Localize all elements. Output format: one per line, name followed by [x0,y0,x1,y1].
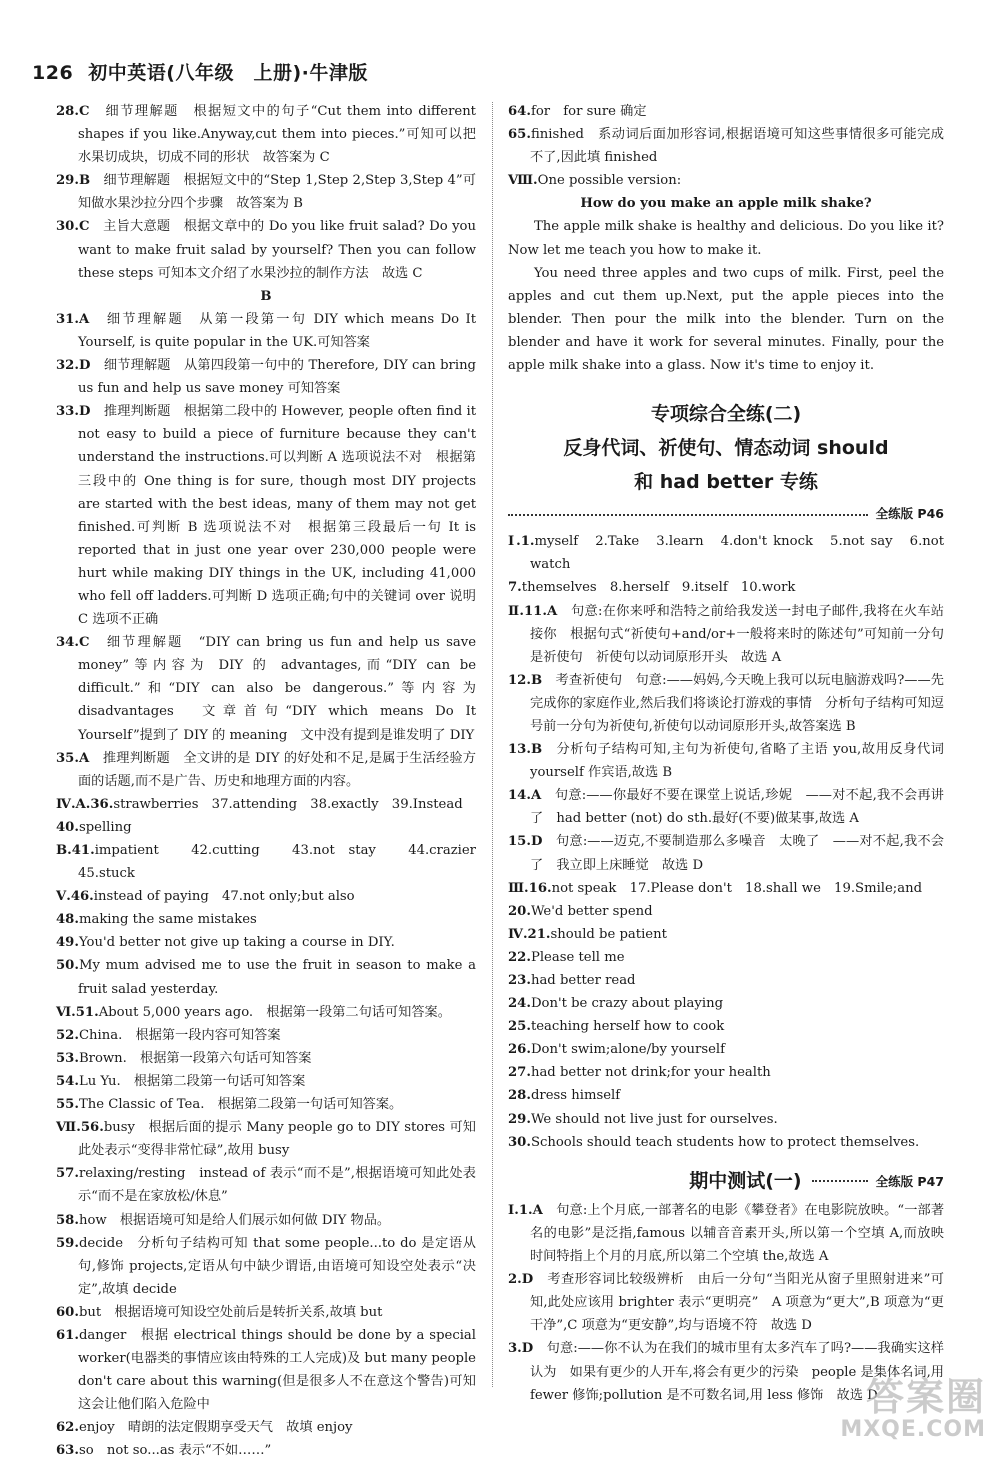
answer-number: 30. [508,1134,531,1150]
answer-number: 52. [56,1027,79,1043]
answer-text: so not so...as 表示“不如……” [78,1443,272,1459]
answer-number: 31.A [56,311,90,327]
answer-entry [508,600,944,669]
answer-entry [508,1268,944,1337]
answer-text: but 根据语境可知设空处前后是转折关系,故填 but [78,1304,383,1320]
section-ref-line [508,502,944,525]
dotted-leader [508,513,868,516]
answer-text: We'd better spend [530,903,653,919]
answer-number: 59. [56,1235,79,1251]
answer-entry [56,1324,476,1416]
answer-entry [508,830,944,876]
answer-text: Don't swim;alone/by yourself [530,1042,725,1058]
answer-entry [508,1015,944,1038]
answer-entry [56,1047,476,1070]
answer-entry [56,1232,476,1301]
answer-entry [508,1108,944,1131]
answer-entry [56,747,476,793]
answer-entry [508,1131,944,1154]
answer-entry [56,1093,476,1116]
answer-entry [56,1162,476,1208]
answer-number: 25. [508,1019,531,1035]
answer-number: 40. [56,819,79,835]
answer-text: how 根据语境可知是给人们展示如何做 DIY 物品。 [78,1212,391,1228]
answer-entry [56,400,476,631]
watermark-url: MXQE.COM [840,1417,986,1442]
answer-number: 62. [56,1420,79,1436]
answer-text: One possible version: [537,173,682,189]
answer-text: About 5,000 years ago. 根据第一段第二句话可知答案。 [98,1004,451,1020]
answer-text: dress himself [530,1088,621,1104]
answer-number: 33.D [56,404,91,420]
answer-text: busy 根据后面的提示 Many people go to DIY stores 可知此处表示“变得非常忙碌”,故用 busy [78,1120,476,1159]
answer-text: for for sure 确定 [530,104,647,119]
answer-text: had better read [530,973,636,988]
left-column [56,100,490,1463]
answer-text: 推理判断题 全文讲的是 DIY 的好处和不足,是属于生活经验方面的话题,而不是广告、历史和地理方面的内容。 [78,750,476,789]
part-label: B [260,288,272,304]
answer-entry [56,885,476,908]
answer-text: My mum advised me to use the fruit in season to make a fruit salad yesterday. [78,958,476,997]
section2-answers [508,530,944,1154]
dotted-leader [812,1180,868,1182]
answer-number: Ⅰ.1.A [508,1202,543,1218]
answer-entry [56,816,476,839]
answer-number: 12.B [508,672,543,688]
answer-entry [508,123,944,169]
answer-entry [508,100,944,123]
answer-number: 22. [508,949,531,965]
answer-text: 推理判断题 根据第二段中的 However, people often find it not easy to build a piece of furniture because they can't understand the instructions.可以判断 A 选项说法不对 根据第三段中的 One thing is for sure, though most DIY projects are started with the best ideas, many of them may not get finished.可判断 B 选项说法不对 根据第三段最后一句 It is reported that in just one year over 230,000 people were hurt while making DIY things in the UK, including 41,000 who fell off ladders.可判断 D 选项正确;句中的关键词 over 说明 C 选项不正确 [78,404,476,628]
answer-entry [508,969,944,992]
answer-number: 30.C [56,219,90,235]
essay-paragraph: The apple milk shake is healthy and delicious. Do you like it? Now let me teach you how to make it. [508,219,944,258]
answer-entry [508,1061,944,1084]
answer-text: instead of paying 47.not only;but also [93,889,355,905]
answer-number: Ⅶ.56. [56,1120,104,1136]
answer-entry [508,992,944,1015]
answer-number: 32.D [56,358,91,374]
answer-entry [508,169,944,192]
answer-text: finished 系动词后面加形容词,根据语境可知这些事情很多可能完成不了,因此填 finished [530,127,944,166]
answer-number: 57. [56,1166,79,1182]
answer-text: 分析句子结构可知,主句为祈使句,省略了主语 you,故用反身代词 yourself 作宾语,故选 B [530,742,944,781]
answer-number: B.41. [56,843,95,858]
answer-number: 34.C [56,635,90,651]
answer-entry [508,923,944,946]
answer-text: danger 根据 electrical things should be done by a special worker(电器类的事情应该由特殊的工人完成)及 but many people don't care about this warning(但是很多人不在意这个警告)可知这会让他们陷入危险中 [78,1327,476,1413]
page-number: 126 [32,62,74,84]
answer-entry [508,738,944,784]
answer-text: 句意:上个月底,一部著名的电影《攀登者》在电影院放映。“一部著名的电影”是泛指,famous 以辅音音素开头,所以第一个空填 A,而放映时间特指上个月的月底,所以第二个空填 the,故选 A [530,1202,945,1265]
answer-entry [508,669,944,738]
essay-body [508,215,944,377]
answer-entry [508,530,944,576]
answer-text: We should not live just for ourselves. [530,1111,778,1127]
answer-text: impatient 42.cutting 43.not stay 44.crazier 45.stuck [78,843,490,882]
book-title: 初中英语(八年级 上册)·牛津版 [88,62,368,84]
answer-text: Brown. 根据第一段第六句话可知答案 [78,1050,312,1066]
answer-entry [56,354,476,400]
answer-number: 2.D [508,1272,534,1288]
answer-text: Don't be crazy about playing [530,996,724,1012]
answer-number: 53. [56,1050,79,1066]
answer-number: Ⅲ.16. [508,880,552,896]
answer-number: 61. [56,1327,79,1343]
answer-entry [508,1199,944,1268]
answer-number: 23. [508,973,531,988]
answer-text: 细节理解题 根据短文中的句子“Cut them into different shapes if you like.Anyway,cut them into pieces.”可知可以把水果切成块，切成不同的形状 故答案为 C [78,104,476,166]
answer-entry [508,877,944,900]
answer-number: Ⅷ. [508,173,538,189]
answer-number: 15.D [508,834,543,850]
answer-text: You'd better not give up taking a course in DIY. [78,935,395,951]
answer-text: 细节理解题 根据短文中的“Step 1,Step 2,Step 3,Step 4”可知做水果沙拉分四个步骤 故答案为 B [78,173,476,212]
right-column [508,100,944,1407]
answer-number: 14.A [508,788,542,804]
answer-entry [56,1209,476,1232]
answer-number: 64. [508,104,531,119]
answer-number: 29.B [56,173,91,189]
answer-entry [56,169,476,215]
section-ref: 全练版 P46 [875,506,944,522]
midterm-ref: 全练版 P47 [875,1173,944,1189]
answer-entry [56,1439,476,1462]
answer-text: making the same mistakes [78,912,257,928]
answer-text: 句意:——迈克,不要制造那么多噪音 太晚了 ——对不起,我不会了 我立即上床睡觉 故选 D [530,834,944,873]
essay-title: How do you make an apple milk shake? [580,196,872,212]
answer-number: 29. [508,1111,531,1127]
section-title-3: 和 had better 专练 [634,471,818,494]
answer-entry [56,308,476,354]
answer-number: 7. [508,580,522,596]
answer-entry [508,576,944,599]
answer-entry [56,1416,476,1439]
answers-continued [508,100,944,192]
page-header [32,58,368,85]
answer-number: Ⅴ.46. [56,889,94,905]
answer-text: 主旨大意题 根据文章中的 Do you like fruit salad? Do you want to make fruit salad by yourself? Then you can follow these steps 可知本文介绍了水果沙拉的制作方法 故选 C [78,219,476,281]
answer-number: Ⅳ.21. [508,926,551,942]
answer-entry [56,1116,476,1162]
answer-entry [56,1024,476,1047]
answer-entry [56,908,476,931]
answer-text: themselves 8.herself 9.itself 10.work [521,580,796,596]
answer-number: 27. [508,1065,531,1081]
answer-text: not speak 17.Please don't 18.shall we 19.Smile;and [551,880,923,896]
answer-number: 55. [56,1097,79,1113]
answer-text: Schools should teach students how to protect themselves. [530,1134,920,1150]
answer-number: 13.B [508,742,543,758]
answer-number: Ⅵ.51. [56,1004,99,1020]
answer-entry [56,1070,476,1093]
answer-number: Ⅳ.A.36. [56,796,114,812]
answer-text: teaching herself how to cook [530,1019,725,1035]
answer-entry [56,1001,476,1024]
answer-entry [56,954,476,1000]
answer-number: 54. [56,1073,79,1089]
answer-number: Ⅱ.11.A [508,603,558,619]
answer-entry [508,1084,944,1107]
answer-number: Ⅰ.1. [508,534,535,550]
midterm-heading [508,1170,944,1193]
answer-text: Lu Yu. 根据第二段第一句话可知答案 [78,1073,306,1089]
midterm-title: 期中测试(一) [689,1169,802,1192]
answer-number: 58. [56,1212,79,1228]
answer-number: 3.D [508,1341,534,1357]
answer-entry [56,1301,476,1324]
answer-text: Please tell me [530,949,625,965]
answer-text: 细节理解题 “DIY can bring us fun and help us save money”等内容为 DIY 的 advantages,而“DIY can be difficult.”和“DIY can also be dangerous.”等内容为 disadvantages 文章首句“DIY which means Do It Yourself”提到了 DIY 的 meaning 文中没有提到是谁发明了 DIY [78,635,476,743]
answer-text: 句意:——你不认为在我们的城市里有太多汽车了吗?——我确实这样认为 如果有更少的人开车,将会有更少的污染 people 是集体名词,用 fewer 修饰;pollution 是不可数名词,用 less 修饰 故选 D [530,1341,944,1403]
watermark-logo [786,1377,986,1445]
answer-text: 细节理解题 从第一段第一句 DIY which means Do It Yourself, is quite popular in the UK.可知答案 [78,311,476,350]
answer-entry [56,100,476,169]
answer-text: spelling [78,819,132,835]
answer-number: 63. [56,1443,79,1459]
answer-text: had better not drink;for your health [530,1065,771,1081]
answer-entry [56,931,476,954]
answer-text: 考查祈使句 句意:——妈妈,今天晚上我可以玩电脑游戏吗?——先完成你的家庭作业,然后我们将谈论打游戏的事情 分析句子结构可知逗号前一分句为祈使句,祈使句以动词原形开头,故答案选 B [530,672,944,734]
answer-text: China. 根据第一段内容可知答案 [78,1027,281,1043]
answer-text: The Classic of Tea. 根据第二段第一句话可知答案。 [78,1097,403,1113]
answer-text: strawberries 37.attending 38.exactly 39.Instead [113,796,463,812]
answer-text: 句意:在你来呼和浩特之前给我发送一封电子邮件,我将在火车站接你 根据句式“祈使句+and/or+一般将来时的陈述句”可知前一分句是祈使句 祈使句以动词原形开头 故选 A [530,603,944,665]
answer-entry [56,215,476,284]
section-title-1: 专项综合全练(二) [650,403,802,426]
watermark-text: 答案圈 [865,1375,986,1419]
answer-text: 句意:——你最好不要在课堂上说话,珍妮 ——对不起,我不会再讲了 had better (not) do sth.最好(不要)做某事,故选 A [530,788,944,827]
answer-text: myself 2.Take 3.learn 4.don't knock 5.not say 6.not watch [530,534,944,573]
answer-entry [56,793,476,816]
column-divider [492,102,493,1387]
answer-entry [56,839,490,885]
answer-number: 65. [508,127,531,143]
answer-number: 50. [56,958,79,974]
answer-text: enjoy 晴朗的法定假期享受天气 故填 enjoy [78,1420,353,1436]
answer-text: should be patient [550,926,667,942]
answer-number: 49. [56,935,79,951]
answer-entry [508,1038,944,1061]
answer-number: 20. [508,903,531,919]
answer-number: 28. [508,1088,531,1104]
answer-text: 细节理解题 从第四段第一句中的 Therefore, DIY can bring us fun and help us save money 可知答案 [78,358,476,397]
answer-text: 考查形容词比较级辨析 由后一分句“当阳光从窗子里照射进来”可知,此处应该用 brighter 表示“更明亮” A 项意为“更大”,B 项意为“更干净”,C 项意为“更安静”,均与语境不符 故选 D [530,1272,944,1334]
answer-number: 26. [508,1042,531,1058]
essay-paragraph: You need three apples and two cups of milk. First, peel the apples and cut them up.Next, put the apple pieces into the blender. Then pour the milk into the blender. Turn on the blender and have it work for several minutes. Finally, pour the apple milk shake into a glass. Now it's time to enjoy it. [508,265,944,374]
answer-entry [508,946,944,969]
answer-number: 48. [56,912,79,928]
answer-text: decide 分析句子结构可知 that some people...to do 是定语从句,修饰 projects,定语从句中缺少谓语,由语境可知设空处表示“决定”,故填 decide [78,1235,476,1297]
answer-text: relaxing/resting instead of 表示“而不是”,根据语境可知此处表示“而不是在家放松/休息” [78,1166,476,1205]
section-title-2: 反身代词、祈使句、情态动词 should [563,437,889,460]
answer-entry [508,900,944,923]
answer-entry [508,784,944,830]
answer-number: 24. [508,996,531,1012]
answer-number: 28.C [56,104,90,119]
answer-entry [56,631,476,746]
answer-number: 60. [56,1304,79,1320]
answer-number: 35.A [56,750,90,766]
